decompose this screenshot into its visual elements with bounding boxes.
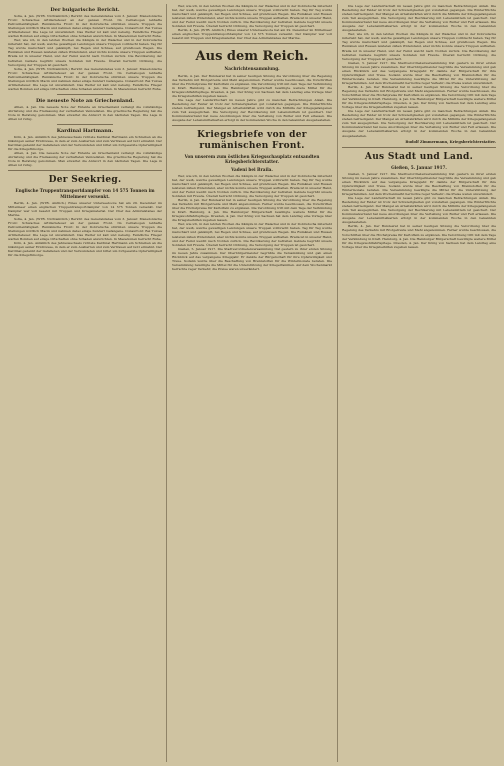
signature: Rudolf Zimmermann, Kriegsberichterstatter.	[405, 139, 496, 144]
article-text: Gießen, 5. Januar 1917. Die Stadtverordnetenversammlung trat gestern zu ihrer ersten Sitzung im neuen Jahre zusammen. Der Oberbürgermeister begrüßte die Versammlung und gab einen Rückblick auf das vergangene Kriegsjahr. Er dankte der Bürgerschaft für ihre Opferwilligkeit und Treue. Sodann wurde über die Beschaffung von Brennstoffen für die Wintermonate beraten. Die Versammlung bewilligte die Mittel für die Unterstützung der Kriegerfamilien. Auf dem Wochenmarkt herrschte reger Verkehr; die Preise waren unverändert.	[342, 171, 496, 197]
article-text: Gießen, 5. Januar 1917. Die Stadtverordnetenversammlung trat gestern zu ihrer ersten Sitzung im neuen Jahre zusammen. Der Oberbürgermeister begrüßte die Versammlung und gab einen Rückblick auf das vergangene Kriegsjahr. Er dankte der Bürgerschaft für ihre Opferwilligkeit und Treue. Sodann wurde über die Beschaffung von Brennstoffen für die Wintermonate beraten. Die Versammlung bewilligte die Mittel für die Unterstützung der Kriegerfamilien. Auf dem Wochenmarkt herrschte reger Verkehr; die Preise waren unverändert.	[172, 246, 332, 271]
article-text: Sofia, 4. Jan. (WTB. Nichtamtlich.) Bericht des Generalstabes vom 3. Januar: Mazedonische Front: Schwaches Artilleriefeuer an der ganzen Front. Im Cernabogen lebhafte Patrouillentätigkeit. Rumänische Front: In der Dobrudscha stürmten unsere Truppen die Stellungen nördlich Macin und nahmen dabei einige hundert Gefangene. Donaufront: Bei Tulcea Artilleriefeuer. Die Lage ist unverändert. Das Wetter ist kalt und nebelig. Feindliche Flieger warfen Bomben auf einige Ortschaften ohne Schaden anzurichten. In Mazedonien herrscht Ruhe.	[8, 66, 162, 91]
article-text: Wer, wie ich, in den letzten Wochen die Kämpfe in der Walachei und in der Dobrudscha miterlebt hat, der weiß, welche gewaltigen Leistungen unsere Truppen vollbracht haben. Tag für Tag wurde marschiert und gekämpft, bei Regen und Schnee, auf grundlosen Wegen. Die Rumänen und Russen leisteten zähen Widerstand, aber nichts konnte unsere Truppen aufhalten. Braila ist in unserer Hand, und der Feind weicht nach Norden zurück. Die Bevölkerung der befreiten Gebiete begrüßt unsere Soldaten mit Freude. Überall herrscht Ordnung, die Versorgung der Truppen ist gesichert.	[172, 4, 332, 29]
article-text: Köln, 4. Jan. Anläßlich des Jahreswechsels richtete Kardinal Hartmann ein Schreiben an die Gläubigen seiner Erzdiözese, in dem er zum Ausharren und zum Vertrauen auf Gott ermahnt. Der Kardinal gedenkt der Gefallenen und der Verwundeten und bittet um fortgesetzte Opferwilligkeit für die Kriegsfürsorge.	[8, 241, 162, 258]
subheading-seekrieg: Englische Truppentransportdampfer von 14 575 Tonnen im Mittelmeer versenkt.	[15, 188, 155, 199]
heading-stadt-und-land: Aus Stadt und Land.	[364, 151, 474, 162]
heading-bulgarian-report: Der bulgarische Bericht.	[50, 7, 120, 13]
article-text: Die Lage der Landwirtschaft im neuen Jahre gibt zu manchen Betrachtungen Anlaß. Die Bestellung der Felder ist trotz der Schwierigkeiten gut vonstatten gegangen. Die Winterfrüchte stehen befriedigend. Der Mangel an Arbeitskräften wird durch die Mithilfe der Kriegsgefangenen zum Teil ausgeglichen. Die Versorgung der Bevölkerung mit Lebensmitteln ist gesichert. Der Kommunalverband hat neue Anordnungen über die Verteilung von Butter und Fett erlassen. Die Ausgabe der Lebensmittelkarten erfolgt in der kommenden Woche in den bekannten Ausgabestellen.	[342, 109, 496, 138]
article-text: Berlin, 4. Jan. Der Bundesrat hat in seiner heutigen Sitzung die Verordnung über die Regelung des Verkehrs mit Brotgetreide und Mehl angenommen. Ferner wurde beschlossen, die Vorschriften über die Höchstpreise für Kartoffeln zu ergänzen. Die Verordnung tritt mit dem Tage der Verkündung in Kraft. Hamburg, 4. Jan. Die Hamburger Bürgerschaft bewilligte weitere Mittel für die Kriegswohlfahrtspflege. Dresden, 4. Jan. Der König von Sachsen hat dem Landtag eine Vorlage über die Kriegsbeihilfen zugehen lassen.	[172, 73, 332, 98]
article-text: Berlin, 4. Jan. Der Bundesrat hat in seiner heutigen Sitzung die Verordnung über die Regelung des Verkehrs mit Brotgetreide und Mehl angenommen. Ferner wurde beschlossen, die Vorschriften über die Höchstpreise für Kartoffeln zu ergänzen. Die Verordnung tritt mit dem Tage der Verkündung in Kraft. Hamburg, 4. Jan. Die Hamburger Bürgerschaft bewilligte weitere Mittel für die Kriegswohlfahrtspflege. Dresden, 4. Jan. Der König von Sachsen hat dem Landtag eine Vorlage über die Kriegsbeihilfen zugehen lassen.	[342, 84, 496, 110]
column-3	[342, 4, 496, 762]
heading-seekrieg: Der Seekrieg.	[48, 175, 122, 186]
article-text: Wer, wie ich, in den letzten Wochen die Kämpfe in der Walachei und in der Dobrudscha miterlebt hat, der weiß, welche gewaltigen Leistungen unsere Truppen vollbracht haben. Tag für Tag wurde marschiert und gekämpft, bei Regen und Schnee, auf grundlosen Wegen. Die Rumänen und Russen leisteten zähen Widerstand, aber nichts konnte unsere Truppen aufhalten. Braila ist in unserer Hand, und der Feind weicht nach Norden zurück. Die Bevölkerung der befreiten Gebiete begrüßt unsere Soldaten mit Freude. Überall herrscht Ordnung, die Versorgung der Truppen ist gesichert.	[342, 32, 496, 61]
column-1	[8, 4, 162, 762]
article-text: Sofia, 4. Jan. (WTB. Nichtamtlich.) Bericht des Generalstabes vom 3. Januar: Mazedonische Front: Schwaches Artilleriefeuer an der ganzen Front. Im Cernabogen lebhafte Patrouillentätigkeit. Rumänische Front: In der Dobrudscha stürmten unsere Truppen die Stellungen nördlich Macin und nahmen dabei einige hundert Gefangene. Donaufront: Bei Tulcea Artilleriefeuer. Die Lage ist unverändert. Das Wetter ist kalt und nebelig. Feindliche Flieger warfen Bomben auf einige Ortschaften ohne Schaden anzurichten. In Mazedonien herrscht Ruhe.	[8, 14, 162, 39]
article-text: Die Lage der Landwirtschaft im neuen Jahre gibt zu manchen Betrachtungen Anlaß. Die Bestellung der Felder ist trotz der Schwierigkeiten gut vonstatten gegangen. Die Winterfrüchte stehen befriedigend. Der Mangel an Arbeitskräften wird durch die Mithilfe der Kriegsgefangenen zum Teil ausgeglichen. Die Versorgung der Bevölkerung mit Lebensmitteln ist gesichert. Der Kommunalverband hat neue Anordnungen über die Verteilung von Butter und Fett erlassen. Die Ausgabe der Lebensmittelkarten erfolgt in der kommenden Woche in den bekannten Ausgabestellen.	[342, 4, 496, 33]
separator	[57, 124, 112, 125]
article-text: Berlin, 4. Jan. (WTB. Amtlich.) Eines unserer Unterseeboote hat am 29. Dezember im Mittelmeer einen englischen Truppentransportdampfer von 14 575 Tonnen versenkt. Der Dampfer war voll besetzt mit Truppen und Kriegsmaterial. Der Chef des Admiralstabes der Marine.	[172, 28, 332, 41]
divider	[172, 43, 332, 44]
heading-aus-dem-reich: Aus dem Reich.	[195, 49, 309, 65]
article-text: Athen, 4. Jan. Die neueste Note der Entente an Griechenland verlangt die vollständige Abrüstung und die Freilassung der verhafteten Venizelisten. Die griechische Regierung hat die Note in Beratung genommen. Man erwartet die Antwort in den nächsten Tagen. Die Lage in Athen ist ruhig.	[8, 104, 162, 122]
divider	[342, 147, 496, 148]
subheading-reich: Nachrichtensammlung.	[224, 66, 280, 72]
article-text: Berlin, 4. Jan. (WTB. Amtlich.) Eines unserer Unterseeboote hat am 29. Dezember im Mittelmeer einen englischen Truppentransportdampfer von 14 575 Tonnen versenkt. Der Dampfer war voll besetzt mit Truppen und Kriegsmaterial. Der Chef des Admiralstabes der Marine.	[8, 200, 162, 217]
article-text: Athen, 4. Jan. Die neueste Note der Entente an Griechenland verlangt die vollständige Abrüstung und die Freilassung der verhafteten Venizelisten. Die griechische Regierung hat die Note in Beratung genommen. Man erwartet die Antwort in den nächsten Tagen. Die Lage in Athen ist ruhig.	[8, 151, 162, 168]
article-text: Wer, wie ich, in den letzten Wochen die Kämpfe in der Walachei und in der Dobrudscha miterlebt hat, der weiß, welche gewaltigen Leistungen unsere Truppen vollbracht haben. Tag für Tag wurde marschiert und gekämpft, bei Regen und Schnee, auf grundlosen Wegen. Die Rumänen und Russen leisteten zähen Widerstand, aber nichts konnte unsere Truppen aufhalten. Braila ist in unserer Hand, und der Feind weicht nach Norden zurück. Die Bevölkerung der befreiten Gebiete begrüßt unsere Soldaten mit Freude. Überall herrscht Ordnung, die Versorgung der Truppen ist gesichert.	[172, 173, 332, 199]
divider	[8, 170, 162, 171]
article-text: Die Lage der Landwirtschaft im neuen Jahre gibt zu manchen Betrachtungen Anlaß. Die Bestellung der Felder ist trotz der Schwierigkeiten gut vonstatten gegangen. Die Winterfrüchte stehen befriedigend. Der Mangel an Arbeitskräften wird durch die Mithilfe der Kriegsgefangenen zum Teil ausgeglichen. Die Versorgung der Bevölkerung mit Lebensmitteln ist gesichert. Der Kommunalverband hat neue Anordnungen über die Verteilung von Butter und Fett erlassen. Die Ausgabe der Lebensmittelkarten erfolgt in der kommenden Woche in den bekannten Ausgabestellen.	[172, 97, 332, 123]
article-text: Köln, 4. Jan. Anläßlich des Jahreswechsels richtete Kardinal Hartmann ein Schreiben an die Gläubigen seiner Erzdiözese, in dem er zum Ausharren und zum Vertrauen auf Gott ermahnt. Der Kardinal gedenkt der Gefallenen und der Verwundeten und bittet um fortgesetzte Opferwilligkeit für die Kriegsfürsorge.	[8, 135, 162, 152]
article-text: Wer, wie ich, in den letzten Wochen die Kämpfe in der Walachei und in der Dobrudscha miterlebt hat, der weiß, welche gewaltigen Leistungen unsere Truppen vollbracht haben. Tag für Tag wurde marschiert und gekämpft, bei Regen und Schnee, auf grundlosen Wegen. Die Rumänen und Russen leisteten zähen Widerstand, aber nichts konnte unsere Truppen aufhalten. Braila ist in unserer Hand, und der Feind weicht nach Norden zurück. Die Bevölkerung der befreiten Gebiete begrüßt unsere Soldaten mit Freude. Überall herrscht Ordnung, die Versorgung der Truppen ist gesichert.	[172, 222, 332, 247]
article-text: Die Lage der Landwirtschaft im neuen Jahre gibt zu manchen Betrachtungen Anlaß. Die Bestellung der Felder ist trotz der Schwierigkeiten gut vonstatten gegangen. Die Winterfrüchte stehen befriedigend. Der Mangel an Arbeitskräften wird durch die Mithilfe der Kriegsgefangenen zum Teil ausgeglichen. Die Versorgung der Bevölkerung mit Lebensmitteln ist gesichert. Der Kommunalverband hat neue Anordnungen über die Verteilung von Butter und Fett erlassen. Die Ausgabe der Lebensmittelkarten erfolgt in der kommenden Woche in den bekannten Ausgabestellen.	[342, 196, 496, 225]
heading-cardinal: Kardinal Hartmann.	[56, 128, 114, 135]
subheading-kriegsbriefe: Von unserem zum östlichen Kriegsschauplatz entsandten Kriegsberichterstatter.	[184, 154, 320, 165]
article-text: Sofia, 4. Jan. (WTB. Nichtamtlich.) Bericht des Generalstabes vom 3. Januar: Mazedonische Front: Schwaches Artilleriefeuer an der ganzen Front. Im Cernabogen lebhafte Patrouillentätigkeit. Rumänische Front: In der Dobrudscha stürmten unsere Truppen die Stellungen nördlich Macin und nahmen dabei einige hundert Gefangene. Donaufront: Bei Tulcea Artilleriefeuer. Die Lage ist unverändert. Das Wetter ist kalt und nebelig. Feindliche Flieger warfen Bomben auf einige Ortschaften ohne Schaden anzurichten. In Mazedonien herrscht Ruhe.	[8, 217, 162, 242]
separator	[57, 94, 112, 95]
column-rule	[166, 4, 167, 762]
dateline-kriegsbriefe: Vadeni bei Braila.	[231, 166, 273, 172]
heading-greece-note: Die neueste Note an Griechenland.	[35, 97, 135, 104]
dateline-stadt: Gießen, 5. Januar 1917.	[391, 164, 447, 170]
heading-kriegsbriefe: Kriegsbriefe von der rumänischen Front.	[197, 130, 307, 152]
article-text: Berlin, 4. Jan. Der Bundesrat hat in seiner heutigen Sitzung die Verordnung über die Regelung des Verkehrs mit Brotgetreide und Mehl angenommen. Ferner wurde beschlossen, die Vorschriften über die Höchstpreise für Kartoffeln zu ergänzen. Die Verordnung tritt mit dem Tage der Verkündung in Kraft. Hamburg, 4. Jan. Die Hamburger Bürgerschaft bewilligte weitere Mittel für die Kriegswohlfahrtspflege. Dresden, 4. Jan. Der König von Sachsen hat dem Landtag eine Vorlage über die Kriegsbeihilfen zugehen lassen.	[172, 198, 332, 223]
divider	[172, 125, 332, 126]
article-text: Gießen, 5. Januar 1917. Die Stadtverordnetenversammlung trat gestern zu ihrer ersten Sitzung im neuen Jahre zusammen. Der Oberbürgermeister begrüßte die Versammlung und gab einen Rückblick auf das vergangene Kriegsjahr. Er dankte der Bürgerschaft für ihre Opferwilligkeit und Treue. Sodann wurde über die Beschaffung von Brennstoffen für die Wintermonate beraten. Die Versammlung bewilligte die Mittel für die Unterstützung der Kriegerfamilien. Auf dem Wochenmarkt herrschte reger Verkehr; die Preise waren unverändert.	[342, 60, 496, 85]
article-text: Wer, wie ich, in den letzten Wochen die Kämpfe in der Walachei und in der Dobrudscha miterlebt hat, der weiß, welche gewaltigen Leistungen unsere Truppen vollbracht haben. Tag für Tag wurde marschiert und gekämpft, bei Regen und Schnee, auf grundlosen Wegen. Die Rumänen und Russen leisteten zähen Widerstand, aber nichts konnte unsere Truppen aufhalten. Braila ist in unserer Hand, und der Feind weicht nach Norden zurück. Die Bevölkerung der befreiten Gebiete begrüßt unsere Soldaten mit Freude. Überall herrscht Ordnung, die Versorgung der Truppen ist gesichert.	[8, 38, 162, 67]
column-rule	[337, 4, 338, 762]
article-text: Berlin, 4. Jan. Der Bundesrat hat in seiner heutigen Sitzung die Verordnung über die Regelung des Verkehrs mit Brotgetreide und Mehl angenommen. Ferner wurde beschlossen, die Vorschriften über die Höchstpreise für Kartoffeln zu ergänzen. Die Verordnung tritt mit dem Tage der Verkündung in Kraft. Hamburg, 4. Jan. Die Hamburger Bürgerschaft bewilligte weitere Mittel für die Kriegswohlfahrtspflege. Dresden, 4. Jan. Der König von Sachsen hat dem Landtag eine Vorlage über die Kriegsbeihilfen zugehen lassen.	[342, 224, 496, 249]
column-2	[172, 4, 332, 762]
